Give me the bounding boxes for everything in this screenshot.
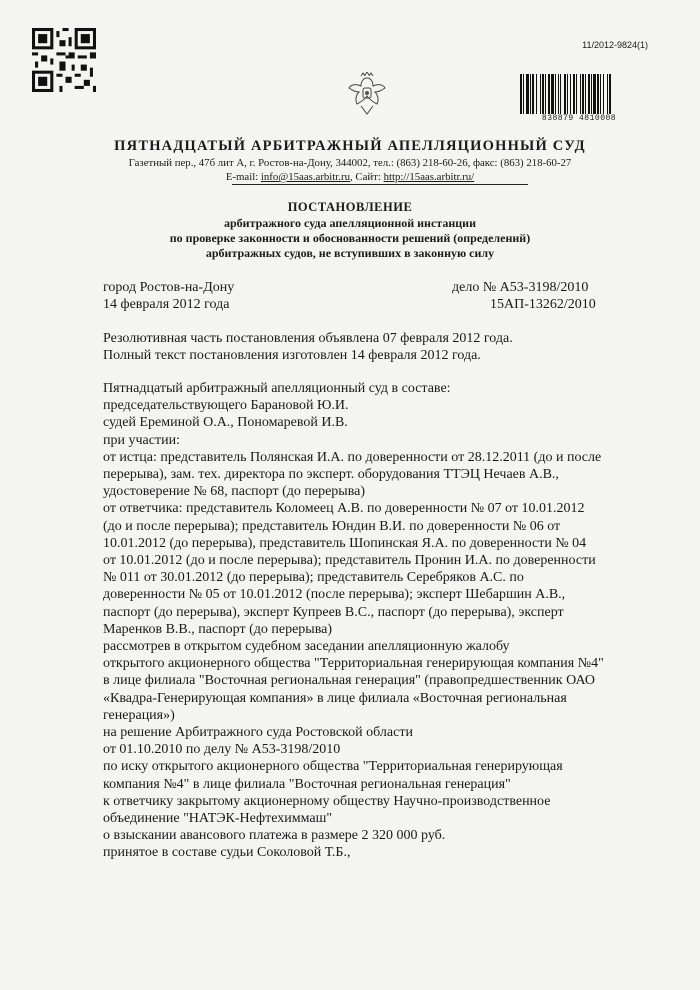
- body-line: компания №4" в лице филиала "Восточная региональная генерация": [103, 776, 511, 792]
- body-line: объединение "НАТЭК-Нефтехиммаш": [103, 811, 333, 827]
- email-link[interactable]: info@15aas.arbitr.ru: [260, 171, 351, 183]
- body-line: председательствующего Барановой Ю.И.: [103, 398, 349, 414]
- subtitle-line: арбитражного суда апелляционной инстанции: [223, 216, 476, 230]
- body-line: 10.01.2012 (до перерыва), представитель Шопинская Я.А. по доверенности № 04: [103, 535, 587, 551]
- subtitle-line: по проверке законности и обоснованности решений (определений): [169, 231, 531, 245]
- site-prefix: , Сайт:: [350, 171, 384, 183]
- city: город Ростов-на-Дону: [103, 280, 235, 295]
- document-title: ПОСТАНОВЛЕНИЕ: [287, 200, 413, 214]
- body-line: (до и после перерыва); представитель Юндин В.И. по доверенности № 06 от: [103, 518, 561, 534]
- notice-line: Резолютивная часть постановления объявлена 07 февраля 2012 года.: [103, 331, 513, 346]
- qr-code: [32, 28, 96, 92]
- body-line: от 01.10.2010 по делу № А53-3198/2010: [103, 742, 341, 758]
- body-line: перерыва), зам. тех. директора по эксперт. оборудования ТТЭЦ Нечаев А.В.,: [103, 467, 559, 483]
- court-name: ПЯТНАДЦАТЫЙ АРБИТРАЖНЫЙ АПЕЛЛЯЦИОННЫЙ СУД: [114, 138, 586, 154]
- header-divider: [232, 184, 528, 185]
- body-line: от истца: представитель Полянская И.А. по доверенности от 28.12.2011 (до и после: [103, 449, 602, 465]
- body-line: от ответчика: представитель Коломеец А.В. по доверенности № 07 от 10.01.2012: [103, 501, 585, 517]
- site-link[interactable]: http://15aas.arbitr.ru/: [383, 171, 475, 183]
- body-line: судей Ереминой О.А., Пономаревой И.В.: [103, 415, 348, 431]
- document-number: 11/2012-9824(1): [582, 40, 648, 50]
- body-line: открытого акционерного общества "Территориальная генерирующая компания №4": [103, 656, 604, 672]
- coat-of-arms-emblem: [347, 72, 387, 116]
- body-line: № 011 от 30.01.2012 (до перерыва); представитель Серебряков А.С. по: [103, 570, 524, 586]
- notice-line: Полный текст постановления изготовлен 14 февраля 2012 года.: [103, 348, 481, 363]
- appeal-case-number: 15АП-13262/2010: [490, 297, 596, 312]
- body-line: рассмотрев в открытом судебном заседании апелляционную жалобу: [103, 639, 510, 655]
- body-line: «Квадра-Генерирующая компания» в лице филиала «Восточная региональная: [103, 690, 567, 706]
- body-line: Пятнадцатый арбитражный апелляционный суд в составе:: [103, 381, 451, 396]
- body-line: удостоверение № 68, паспорт (до перерыва): [103, 484, 366, 500]
- body-line: при участии:: [103, 432, 180, 448]
- body-line: паспорт (до перерыва), эксперт Купреев В.С., паспорт (до перерыва), эксперт: [103, 604, 564, 620]
- body-line: от 10.01.2012 (до и после перерыва); представитель Пронин И.А. по доверенности: [103, 553, 596, 569]
- document-subtitle: [0, 216, 700, 261]
- body-line: доверенности № 05 от 10.01.2012 (после перерыва); эксперт Шебаршин А.В.,: [103, 587, 566, 603]
- body-line: на решение Арбитражного суда Ростовской области: [103, 725, 413, 741]
- case-number: дело № А53-3198/2010: [452, 280, 589, 295]
- body-line: в лице филиала "Восточная региональная генерация" (правопредшественник ОАО: [103, 673, 596, 689]
- body-line: о взыскании авансового платежа в размере 2 320 000 руб.: [103, 828, 446, 844]
- body-line: к ответчику закрытому акционерному обществу Научно-производственное: [103, 793, 551, 809]
- barcode-number: 838879 4810008: [541, 114, 617, 123]
- subtitle-line: арбитражных судов, не вступивших в законную силу: [205, 246, 495, 260]
- body-line: Маренков В.В., паспорт (до перерыва): [103, 621, 333, 637]
- court-address: Газетный пер., 47б лит А, г. Ростов-на-Дону, 344002, тел.: (863) 218-60-26, факс: (863) 218-60-27: [128, 157, 572, 169]
- decision-date: 14 февраля 2012 года: [103, 297, 230, 312]
- body-line: генерация»): [103, 707, 175, 723]
- email-prefix: E-mail:: [225, 171, 261, 183]
- body-line: по иску открытого акционерного общества "Территориальная генерирующая: [103, 759, 563, 775]
- court-contacts: [0, 171, 700, 183]
- announcement-notice: [103, 330, 513, 364]
- document-body: [103, 380, 633, 862]
- body-line: принятое в составе судьи Соколовой Т.Б.,: [103, 845, 351, 861]
